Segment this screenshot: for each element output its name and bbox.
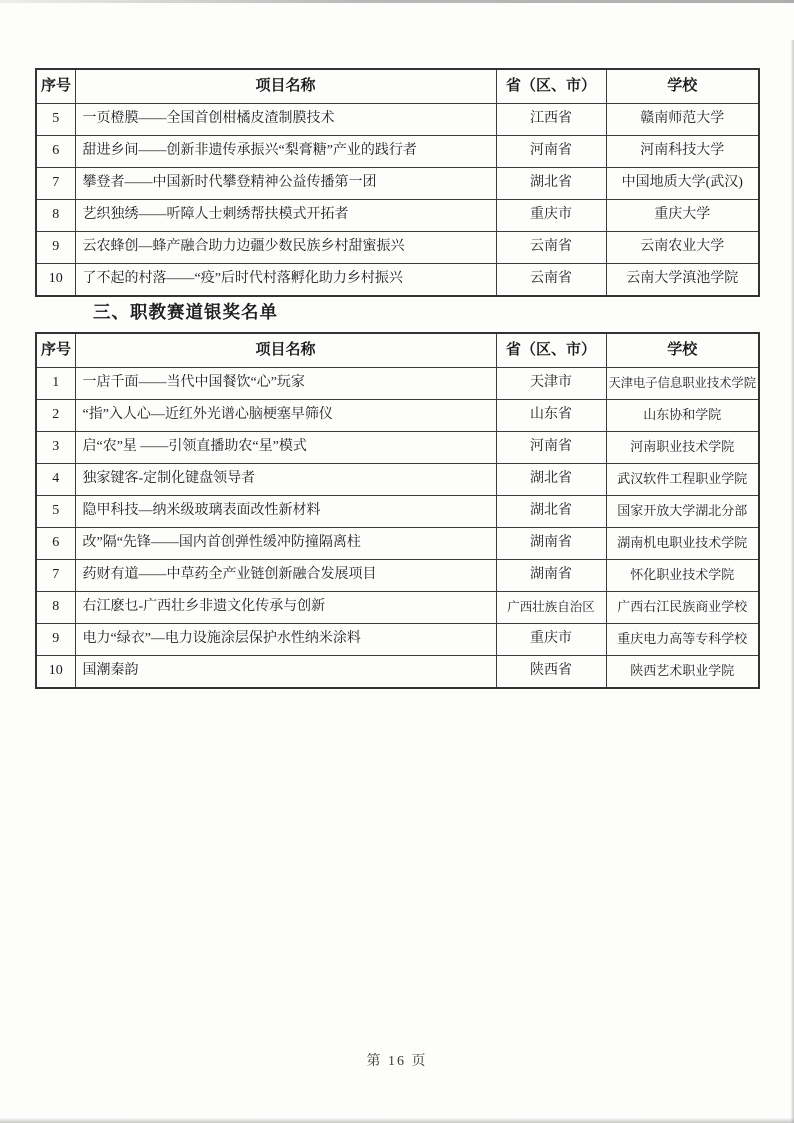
cell-province: 河南省 xyxy=(496,136,606,168)
cell-school: 山东协和学院 xyxy=(606,400,759,432)
table-row xyxy=(36,624,759,656)
table-row xyxy=(36,136,759,168)
table-row xyxy=(36,168,759,200)
table-row xyxy=(36,400,759,432)
section-heading: 三、职教赛道银奖名单 xyxy=(93,302,278,322)
cell-province: 河南省 xyxy=(496,432,606,464)
cell-province: 湖北省 xyxy=(496,496,606,528)
table-row xyxy=(36,264,759,297)
table-row xyxy=(36,528,759,560)
cell-index: 8 xyxy=(36,200,75,232)
cell-school: 赣南师范大学 xyxy=(606,104,759,136)
cell-index: 3 xyxy=(36,432,75,464)
table-row xyxy=(36,464,759,496)
cell-index: 5 xyxy=(36,496,75,528)
cell-school: 广西右江民族商业学校 xyxy=(606,592,759,624)
table-row xyxy=(36,232,759,264)
cell-school: 中国地质大学(武汉) xyxy=(606,168,759,200)
cell-project-name: 了不起的村落——“疫”后时代村落孵化助力乡村振兴 xyxy=(75,264,496,297)
table-row xyxy=(36,656,759,689)
cell-school: 河南科技大学 xyxy=(606,136,759,168)
col-header-index: 序号 xyxy=(36,69,75,104)
page-number: 第 16 页 xyxy=(366,1054,428,1069)
cell-index: 4 xyxy=(36,464,75,496)
cell-province: 江西省 xyxy=(496,104,606,136)
cell-school: 陕西艺术职业学院 xyxy=(606,656,759,689)
cell-province: 重庆市 xyxy=(496,200,606,232)
cell-school: 怀化职业技术学院 xyxy=(606,560,759,592)
award-table-continued xyxy=(35,68,760,297)
cell-index: 7 xyxy=(36,168,75,200)
cell-project-name: 一页橙膜——全国首创柑橘皮渣制膜技术 xyxy=(75,104,496,136)
cell-province: 天津市 xyxy=(496,368,606,400)
cell-index: 6 xyxy=(36,136,75,168)
cell-project-name: 甜进乡间——创新非遗传承振兴“梨膏糖”产业的践行者 xyxy=(75,136,496,168)
cell-school: 重庆电力高等专科学校 xyxy=(606,624,759,656)
cell-project-name: 攀登者——中国新时代攀登精神公益传播第一团 xyxy=(75,168,496,200)
cell-project-name: 启“农”星 ——引领直播助农“星”模式 xyxy=(75,432,496,464)
cell-school: 国家开放大学湖北分部 xyxy=(606,496,759,528)
cell-school: 云南大学滇池学院 xyxy=(606,264,759,297)
scan-edge-top xyxy=(0,0,794,3)
cell-project-name: 改”隔“先锋——国内首创弹性缓冲防撞隔离柱 xyxy=(75,528,496,560)
cell-province: 陕西省 xyxy=(496,656,606,689)
cell-school: 云南农业大学 xyxy=(606,232,759,264)
col-header-province: 省（区、市） xyxy=(496,69,606,104)
cell-province: 山东省 xyxy=(496,400,606,432)
cell-project-name: 隐甲科技—纳米级玻璃表面改性新材料 xyxy=(75,496,496,528)
scan-edge-bottom xyxy=(0,1118,794,1123)
table-row xyxy=(36,104,759,136)
cell-project-name: 国潮秦韵 xyxy=(75,656,496,689)
col-header-index: 序号 xyxy=(36,333,75,368)
cell-school: 重庆大学 xyxy=(606,200,759,232)
cell-province: 湖北省 xyxy=(496,168,606,200)
cell-index: 9 xyxy=(36,232,75,264)
cell-project-name: 云农蜂创—蜂产融合助力边疆少数民族乡村甜蜜振兴 xyxy=(75,232,496,264)
cell-index: 1 xyxy=(36,368,75,400)
cell-index: 6 xyxy=(36,528,75,560)
cell-school: 武汉软件工程职业学院 xyxy=(606,464,759,496)
cell-index: 5 xyxy=(36,104,75,136)
cell-school: 湖南机电职业技术学院 xyxy=(606,528,759,560)
cell-project-name: 独家键客-定制化键盘领导者 xyxy=(75,464,496,496)
table-row xyxy=(36,368,759,400)
cell-province: 湖北省 xyxy=(496,464,606,496)
table-header-row xyxy=(36,333,759,368)
cell-school: 天津电子信息职业技术学院 xyxy=(606,368,759,400)
cell-province: 湖南省 xyxy=(496,528,606,560)
cell-project-name: 艺织独绣——听障人士刺绣帮扶模式开拓者 xyxy=(75,200,496,232)
cell-index: 2 xyxy=(36,400,75,432)
cell-province: 云南省 xyxy=(496,232,606,264)
table-row xyxy=(36,560,759,592)
col-header-province: 省（区、市） xyxy=(496,333,606,368)
cell-index: 9 xyxy=(36,624,75,656)
cell-project-name: “指”入人心—近红外光谱心脑梗塞早筛仪 xyxy=(75,400,496,432)
cell-province: 湖南省 xyxy=(496,560,606,592)
cell-province: 云南省 xyxy=(496,264,606,297)
table-row xyxy=(36,592,759,624)
cell-index: 10 xyxy=(36,264,75,297)
cell-index: 10 xyxy=(36,656,75,689)
col-header-project-name: 项目名称 xyxy=(75,333,496,368)
cell-school: 河南职业技术学院 xyxy=(606,432,759,464)
table-row xyxy=(36,496,759,528)
col-header-school: 学校 xyxy=(606,333,759,368)
cell-project-name: 右江麽乜-广西壮乡非遗文化传承与创新 xyxy=(75,592,496,624)
silver-award-table xyxy=(35,332,760,689)
col-header-school: 学校 xyxy=(606,69,759,104)
cell-project-name: 一店千面——当代中国餐饮“心”玩家 xyxy=(75,368,496,400)
cell-index: 8 xyxy=(36,592,75,624)
cell-province: 广西壮族自治区 xyxy=(496,592,606,624)
cell-project-name: 药财有道——中草药全产业链创新融合发展项目 xyxy=(75,560,496,592)
cell-index: 7 xyxy=(36,560,75,592)
cell-project-name: 电力“绿衣”—电力设施涂层保护水性纳米涂料 xyxy=(75,624,496,656)
table-row xyxy=(36,200,759,232)
table-row xyxy=(36,432,759,464)
cell-province: 重庆市 xyxy=(496,624,606,656)
col-header-project-name: 项目名称 xyxy=(75,69,496,104)
table-header-row xyxy=(36,69,759,104)
